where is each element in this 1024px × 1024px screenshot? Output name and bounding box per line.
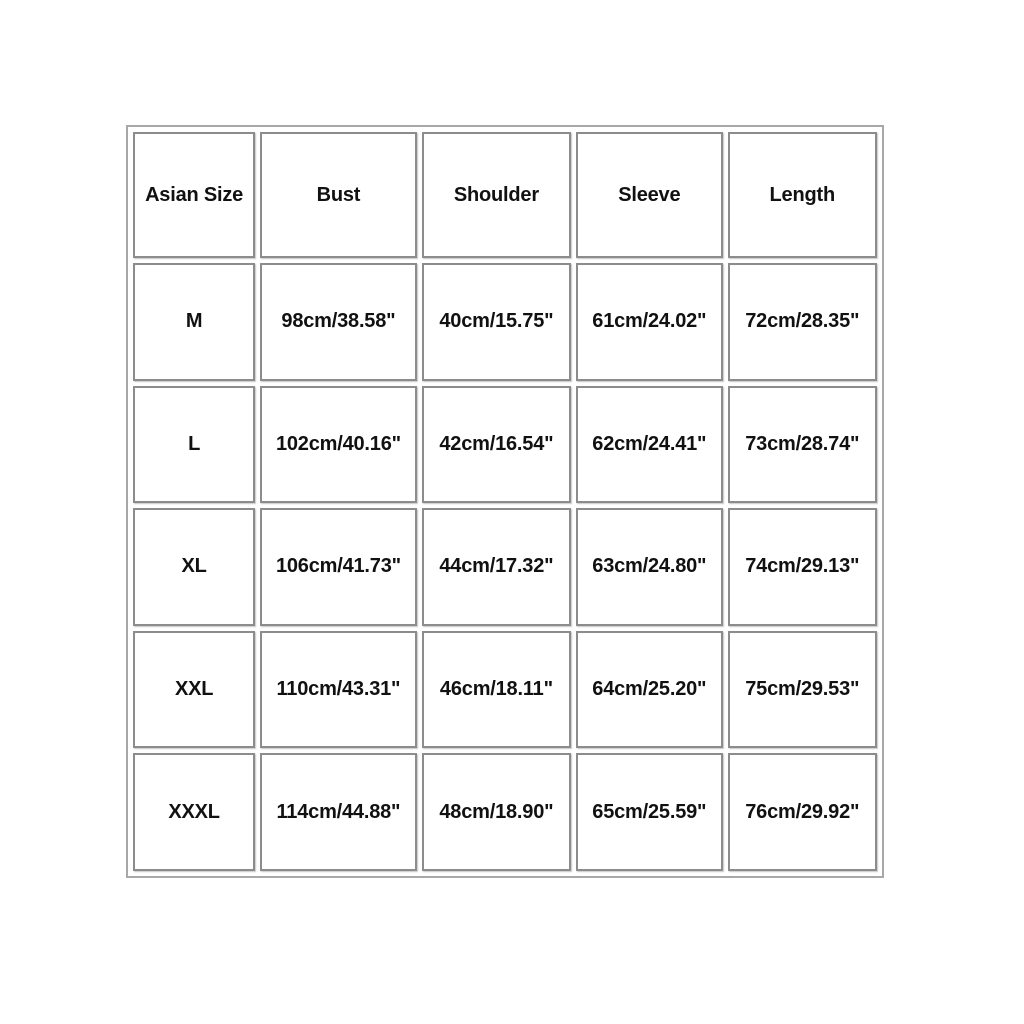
shoulder-cell: 44cm/17.32" — [422, 508, 571, 626]
size-cell: L — [133, 386, 255, 504]
length-cell: 76cm/29.92" — [728, 753, 877, 871]
length-cell: 72cm/28.35" — [728, 263, 877, 381]
table-row — [133, 753, 877, 871]
sleeve-cell: 62cm/24.41" — [576, 386, 722, 504]
header-row — [133, 132, 877, 258]
header-sleeve: Sleeve — [576, 132, 722, 258]
bust-cell: 114cm/44.88" — [260, 753, 417, 871]
table-row — [133, 386, 877, 504]
bust-cell: 98cm/38.58" — [260, 263, 417, 381]
header-shoulder: Shoulder — [422, 132, 571, 258]
size-chart-table — [126, 125, 884, 878]
size-cell: XL — [133, 508, 255, 626]
size-cell: XXL — [133, 631, 255, 749]
bust-cell: 110cm/43.31" — [260, 631, 417, 749]
bust-cell: 102cm/40.16" — [260, 386, 417, 504]
length-cell: 73cm/28.74" — [728, 386, 877, 504]
shoulder-cell: 46cm/18.11" — [422, 631, 571, 749]
table-row — [133, 508, 877, 626]
length-cell: 75cm/29.53" — [728, 631, 877, 749]
table-row — [133, 631, 877, 749]
bust-cell: 106cm/41.73" — [260, 508, 417, 626]
size-cell: XXXL — [133, 753, 255, 871]
header-asian-size: Asian Size — [133, 132, 255, 258]
shoulder-cell: 48cm/18.90" — [422, 753, 571, 871]
size-cell: M — [133, 263, 255, 381]
table-row — [133, 263, 877, 381]
sleeve-cell: 65cm/25.59" — [576, 753, 722, 871]
length-cell: 74cm/29.13" — [728, 508, 877, 626]
header-length: Length — [728, 132, 877, 258]
header-bust: Bust — [260, 132, 417, 258]
sleeve-cell: 64cm/25.20" — [576, 631, 722, 749]
shoulder-cell: 40cm/15.75" — [422, 263, 571, 381]
sleeve-cell: 63cm/24.80" — [576, 508, 722, 626]
shoulder-cell: 42cm/16.54" — [422, 386, 571, 504]
sleeve-cell: 61cm/24.02" — [576, 263, 722, 381]
